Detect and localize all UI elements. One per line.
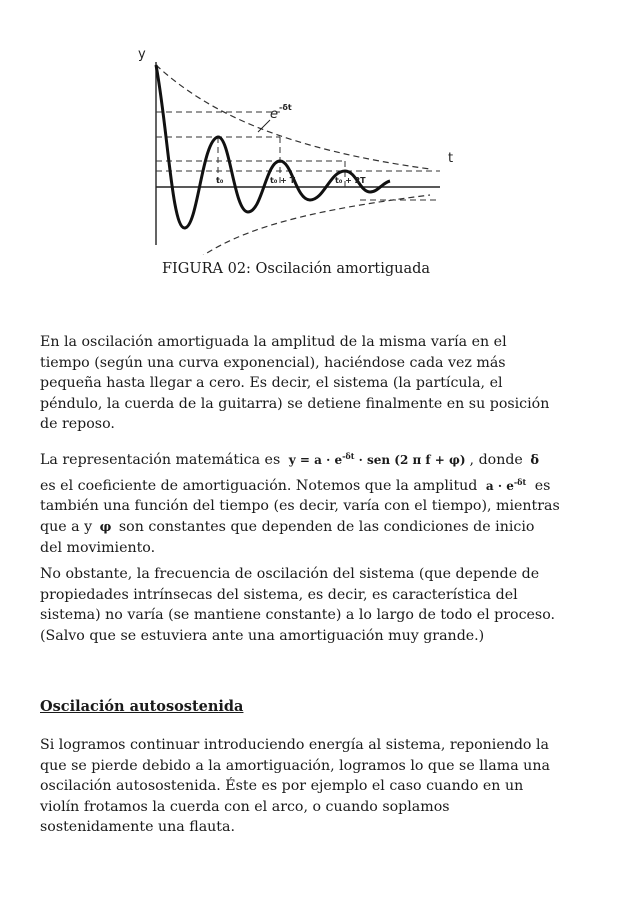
formula-rest: · sen (2 π f + φ) (354, 453, 466, 467)
tick-label-t0-plus-2T: t₀ + 2T (335, 176, 366, 185)
amp-exp: -δt (513, 476, 527, 487)
delta-symbol: δ (530, 453, 539, 468)
formula-base: y = a · e (288, 453, 343, 467)
paragraph-frequency: No obstante, la frecuencia de oscilación del sistema (que depende de propiedades intrínsecas del sistema, es decir, es característica del sistema) no varía (se mantiene constante) a lo largo de todo el proceso. (Salvo que se estuviera ante una amortiguación muy grande.) (40, 566, 556, 644)
amplitude-expression (482, 472, 530, 497)
section-heading: Oscilación autosostenida (40, 698, 244, 715)
y-axis-label: y (138, 47, 146, 62)
formula (285, 446, 470, 471)
damped-oscillation-figure (130, 40, 470, 255)
phi-symbol: φ (99, 519, 112, 535)
envelope-pointer (258, 120, 270, 132)
amp-base: a · e (485, 478, 514, 493)
t-axis-label: t (448, 151, 454, 166)
upper-envelope (156, 65, 430, 169)
p2-after-amp: es también una función del tiempo (es decir, varía con el tiempo), mientras que a y (40, 477, 560, 535)
p2-after-formula: , donde (469, 452, 523, 468)
tick-label-t0: t₀ (216, 176, 224, 185)
oscillation-curve (156, 65, 390, 228)
paragraph-math-representation (40, 446, 560, 559)
p2-end: son constantes que dependen de las condiciones de inicio del movimiento. (40, 518, 535, 556)
envelope-label: e (270, 107, 278, 122)
paragraph-damped-oscillation: En la oscilación amortiguada la amplitud de la misma varía en el tiempo (según una curva exponencial), haciéndose cada vez más pequeña hasta llegar a cero. Es decir, el sistema (la partícula, el péndulo, la cuerda de la guitarra) se detiene finalmente en su posición de reposo. (40, 334, 550, 432)
formula-exp: -δt (342, 451, 355, 461)
paragraph-self-sustained: Si logramos continuar introduciendo energía al sistema, reponiendo la que se pierde debido a la amortiguación, logramos lo que se llama una oscilación autosostenida. Éste es por ejemplo el caso cuando en un violín frotamos la cuerda con el arco, o cuando soplamos sostenidamente una flauta. (40, 737, 550, 835)
p2-middle: es el coeficiente de amortiguación. Notemos que la amplitud (40, 477, 478, 494)
p2-before-formula: La representación matemática es (40, 452, 281, 468)
tick-label-t0-plus-T: t₀ + T (270, 176, 296, 185)
figure-caption: FIGURA 02: Oscilación amortiguada (162, 261, 431, 277)
envelope-exponent: -δt (279, 103, 292, 112)
